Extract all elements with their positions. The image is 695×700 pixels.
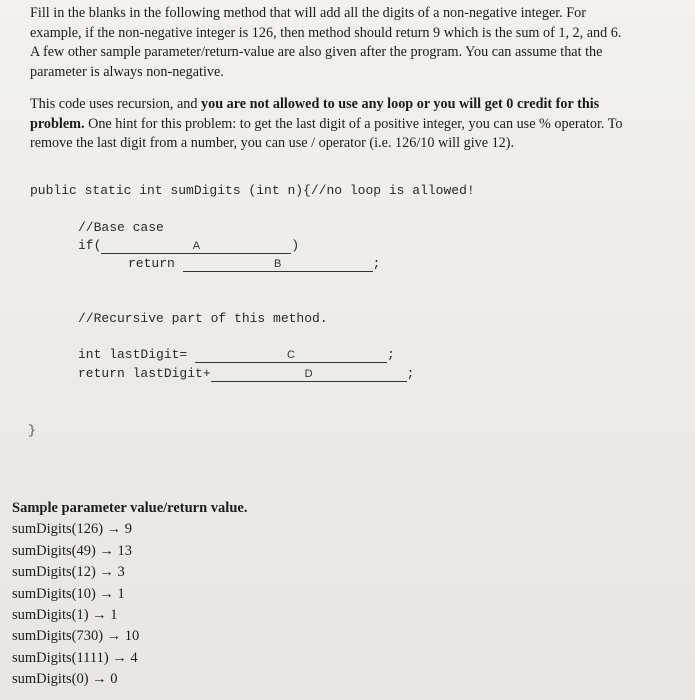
recursive-part-comment: //Recursive part of this method. [78,311,328,326]
sample-row: sumDigits(1111) → 4 [12,649,138,666]
sample-row: sumDigits(126) → 9 [12,521,133,538]
if-line: if( A ) [78,238,300,253]
blank-b[interactable]: B [183,258,373,272]
sample-heading: Sample parameter value/return value. [12,500,248,516]
sample-row: sumDigits(0) → 0 [12,671,118,688]
method-signature: public static int sumDigits (int n){//no loop is allowed! [30,183,475,198]
return-lastdigit-line: return lastDigit+ D ; [78,366,415,381]
sample-row: sumDigits(12) → 3 [12,564,125,581]
base-case-comment: //Base case [78,220,164,235]
sample-values [12,498,247,691]
closing-brace: } [28,423,36,438]
last-digit-line: int lastDigit= C ; [78,347,395,362]
blank-a[interactable]: A [101,240,291,254]
sample-row: sumDigits(1) → 1 [12,607,118,624]
return-line: return B ; [128,256,381,271]
instructions-paragraph: Fill in the blanks in the following method that will add all the digits of a non-negative integer. For example, if the non-negative integer is 126, then method should return 9 which is the sum of 1, 2, and 6. A few other sample parameter/return-value are also given after the program. You can assume that the parameter is always non-negative. [30,5,622,80]
sample-row: sumDigits(10) → 1 [12,585,125,602]
recursion-rules-paragraph: This code uses recursion, and you are not allowed to use any loop or you will get 0 credit for this problem. One hint for this problem: to get the last digit of a positive integer, you can use % operator. To remove the last digit from a number, you can use / operator (i.e. 126/10 will give 12). [30,96,623,151]
blank-d[interactable]: D [211,368,407,382]
sample-row: sumDigits(49) → 13 [12,542,133,559]
blank-c[interactable]: C [195,349,387,363]
sample-row: sumDigits(730) → 10 [12,628,140,645]
